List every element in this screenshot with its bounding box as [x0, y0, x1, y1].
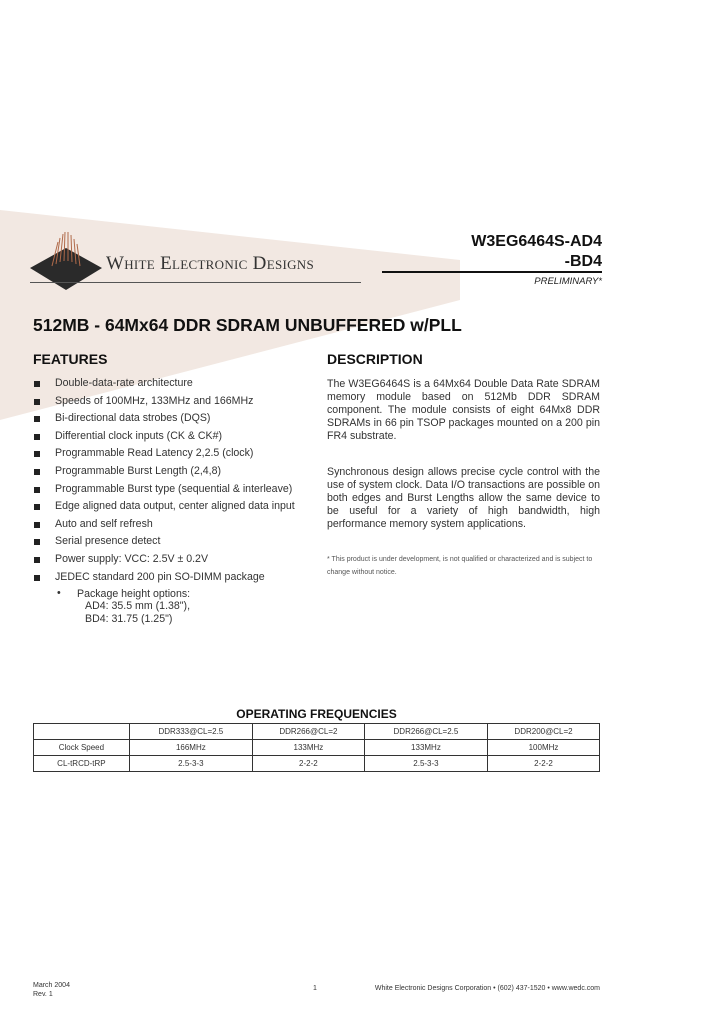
feature-item: Speeds of 100MHz, 133MHz and 166MHz — [33, 395, 323, 413]
operating-frequencies-title: OPERATING FREQUENCIES — [236, 707, 397, 721]
feature-item: Programmable Read Latency 2,2.5 (clock) — [33, 447, 323, 465]
header-divider — [382, 271, 602, 273]
table-row-label: CL-tRCD-tRP — [34, 756, 130, 772]
part-number-line1: W3EG6464S-AD4 — [471, 233, 602, 250]
part-number-line2: -BD4 — [564, 253, 602, 270]
feature-item: JEDEC standard 200 pin SO-DIMM package — [33, 571, 323, 589]
feature-item: Differential clock inputs (CK & CK#) — [33, 430, 323, 448]
feature-item: Programmable Burst Length (2,4,8) — [33, 465, 323, 483]
document-title: 512MB - 64Mx64 DDR SDRAM UNBUFFERED w/PLL — [33, 315, 462, 335]
features-list — [33, 377, 323, 626]
table-cell: 100MHz — [488, 740, 600, 756]
table-header-cell: DDR266@CL=2.5 — [364, 724, 487, 740]
feature-item: Double-data-rate architecture — [33, 377, 323, 395]
table-row — [34, 756, 600, 772]
preliminary-label: PRELIMINARY* — [534, 276, 602, 287]
bullet-square-icon — [34, 469, 40, 475]
feature-item: Bi-directional data strobes (DQS) — [33, 412, 323, 430]
footer-company-contact: White Electronic Designs Corporation • (602) 437-1520 • www.wedc.com — [374, 985, 600, 992]
operating-frequencies-table — [33, 723, 600, 772]
logo-divider — [30, 282, 361, 283]
package-option: BD4: 31.75 (1.25") — [85, 613, 173, 626]
bullet-square-icon — [34, 451, 40, 457]
bullet-square-icon — [34, 487, 40, 493]
table-header-row — [34, 724, 600, 740]
table-cell: 2.5-3-3 — [129, 756, 252, 772]
feature-item: Auto and self refresh — [33, 518, 323, 536]
table-cell: 2.5-3-3 — [364, 756, 487, 772]
bullet-square-icon — [34, 504, 40, 510]
footer-date: March 2004 — [33, 982, 70, 989]
bullet-square-icon — [34, 434, 40, 440]
description-paragraph-1: The W3EG6464S is a 64Mx64 Double Data Rate SDRAM memory module based on 512Mb DDR SDRAM component. The module consists of eight 64Mx8 DDR SDRAMs in 66 pin TSOP packages mounted on a 200 pin FR4 substrate. — [327, 378, 600, 442]
table-header-cell: DDR266@CL=2 — [252, 724, 364, 740]
bullet-square-icon — [34, 557, 40, 563]
table-header-cell — [34, 724, 130, 740]
feature-item: Power supply: VCC: 2.5V ± 0.2V — [33, 553, 323, 571]
bullet-square-icon — [34, 381, 40, 387]
table-cell: 166MHz — [129, 740, 252, 756]
feature-item: Edge aligned data output, center aligned data input — [33, 500, 323, 518]
company-logo-text: White Electronic Designs — [106, 253, 315, 274]
table-cell: 133MHz — [364, 740, 487, 756]
table-cell: 2-2-2 — [252, 756, 364, 772]
footer-date-revision — [33, 981, 70, 999]
package-options-item: • Package height options: — [57, 587, 191, 601]
description-heading: DESCRIPTION — [327, 351, 423, 367]
table-row-label: Clock Speed — [34, 740, 130, 756]
page-number: 1 — [313, 985, 317, 992]
development-footnote: * This product is under development, is not qualified or characterized and is subject to change without notice. — [327, 556, 593, 576]
footer-revision: Rev. 1 — [33, 991, 53, 998]
table-header-cell: DDR200@CL=2 — [488, 724, 600, 740]
feature-item: Programmable Burst type (sequential & interleave) — [33, 483, 323, 501]
bullet-square-icon — [34, 575, 40, 581]
description-paragraph-2: Synchronous design allows precise cycle control with the use of system clock. Data I/O transactions are possible on both edges and Burst Lengths allow the same device to be useful for a variety of high bandwidth, high performance memory system applications. — [327, 466, 600, 530]
feature-item: Serial presence detect — [33, 535, 323, 553]
table-cell: 133MHz — [252, 740, 364, 756]
package-option: AD4: 35.5 mm (1.38"), — [85, 600, 191, 613]
bullet-square-icon — [34, 399, 40, 405]
bullet-square-icon — [34, 522, 40, 528]
table-row — [34, 740, 600, 756]
features-heading: FEATURES — [33, 351, 108, 367]
table-header-cell: DDR333@CL=2.5 — [129, 724, 252, 740]
bullet-square-icon — [34, 539, 40, 545]
bullet-dot-icon: • — [57, 587, 61, 600]
bullet-square-icon — [34, 416, 40, 422]
table-cell: 2-2-2 — [488, 756, 600, 772]
